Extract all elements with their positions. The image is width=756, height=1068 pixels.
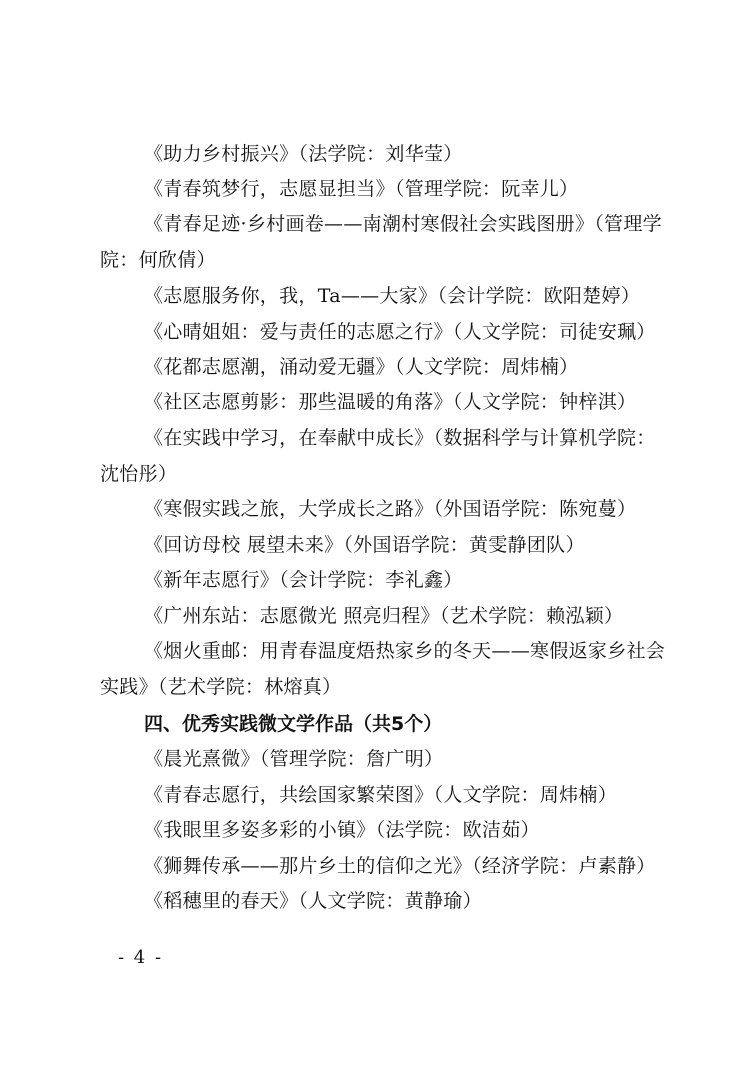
list-item: 《助力乡村振兴》（法学院：刘华莹） xyxy=(144,143,463,165)
section-heading: 四、优秀实践微文学作品（共5个） xyxy=(144,713,443,735)
page-number: - 4 - xyxy=(118,947,164,968)
list-item: 《稻穗里的春天》（人文学院：黄静瑜） xyxy=(144,890,482,912)
list-item: 《青春筑梦行，志愿显担当》（管理学院：阮幸儿） xyxy=(144,178,579,200)
list-item: 《青春足迹·乡村画卷——南潮村寒假社会实践图册》（管理学院：何欣倩） xyxy=(100,213,662,271)
list-item: 《花都志愿潮，涌动爱无疆》（人文学院：周炜楠） xyxy=(144,356,579,378)
list-item: 《我眼里多姿多彩的小镇》（法学院：欧洁茹） xyxy=(144,819,540,841)
list-item: 《广州东站：志愿微光 照亮归程》（艺术学院：赖泓颖） xyxy=(144,605,624,627)
list-item: 《社区志愿剪影：那些温暖的角落》（人文学院：钟梓淇） xyxy=(144,391,637,413)
list-item: 《心晴姐姐：爱与责任的志愿之行》（人文学院：司徒安珮） xyxy=(144,321,656,343)
list-item: 《寒假实践之旅，大学成长之路》（外国语学院：陈宛蔓） xyxy=(144,498,637,520)
list-item: 《狮舞传承——那片乡土的信仰之光》（经济学院：卢素静） xyxy=(144,855,656,877)
list-item: 《烟火重邮：用青春温度焐热家乡的冬天——寒假返家乡社会实践》（艺术学院：林熔真） xyxy=(100,640,666,698)
list-item: 《回访母校 展望未来》（外国语学院：黄雯静团队） xyxy=(144,534,585,556)
list-item: 《青春志愿行，共绘国家繁荣图》（人文学院：周炜楠） xyxy=(144,784,618,806)
list-item: 《在实践中学习，在奉献中成长》（数据科学与计算机学院：沈怡彤） xyxy=(100,427,656,485)
list-item: 《新年志愿行》（会计学院：李礼鑫） xyxy=(144,569,463,591)
list-item: 《志愿服务你，我，Ta——大家》（会计学院：欧阳楚婷） xyxy=(144,285,641,307)
list-item: 《晨光熹微》（管理学院：詹广明） xyxy=(144,748,444,770)
